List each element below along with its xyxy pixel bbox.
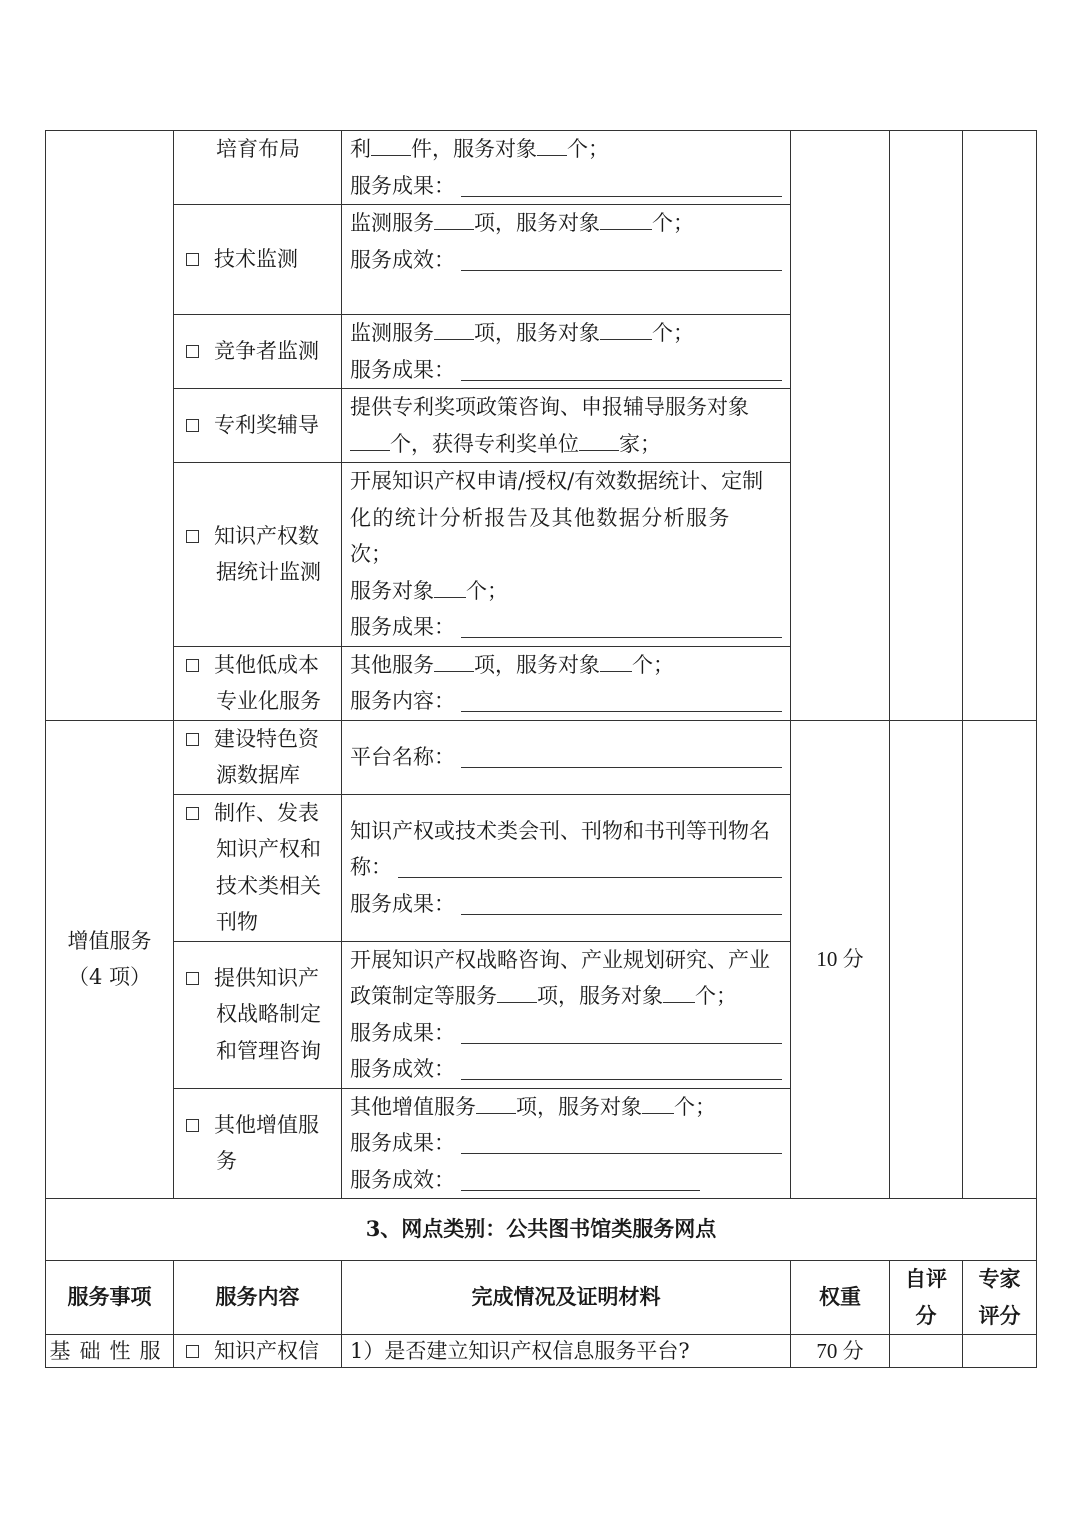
- evidence-cultivate: 利 件，服务对象 个； 服务成果：: [342, 131, 791, 205]
- fill-line[interactable]: [461, 380, 782, 381]
- checkbox[interactable]: [186, 419, 199, 432]
- checkbox[interactable]: [186, 253, 199, 266]
- self-score-value-added[interactable]: [890, 720, 963, 1199]
- expert-score-value-added[interactable]: [963, 720, 1037, 1199]
- weight-cell-continued: [791, 131, 890, 721]
- evaluation-table: [45, 130, 1037, 1368]
- evidence-strategy: 开展知识产权战略咨询、产业规划研究、产业 政策制定等服务 项，服务对象 个； 服务成果： 服务成效：: [342, 941, 791, 1088]
- header-service-item: 服务事项: [46, 1261, 174, 1335]
- evidence-feature-database: 平台名称：: [342, 720, 791, 794]
- checkbox[interactable]: [186, 530, 199, 543]
- fill-line[interactable]: [461, 914, 782, 915]
- checkbox[interactable]: [186, 733, 199, 746]
- header-expert-score: 专家 评分: [963, 1261, 1037, 1335]
- evidence-tech-monitor: 监测服务 项，服务对象 个； 服务成效：: [342, 205, 791, 315]
- checkbox[interactable]: [186, 972, 199, 985]
- row-ip-info[interactable]: 知识产权信: [174, 1335, 342, 1368]
- self-score-cell[interactable]: [890, 131, 963, 721]
- row-tech-monitor[interactable]: 技术监测: [174, 205, 342, 315]
- expert-score-basic[interactable]: [963, 1335, 1037, 1368]
- header-evidence: 完成情况及证明材料: [342, 1261, 791, 1335]
- fill-line[interactable]: [461, 711, 782, 712]
- evidence-ip-platform: 1）是否建立知识产权信息服务平台?: [342, 1335, 791, 1368]
- section3-title: 3、网点类别：公共图书馆类服务网点: [46, 1199, 1037, 1261]
- row-competitor[interactable]: 竞争者监测: [174, 315, 342, 389]
- weight-basic: 70 分: [791, 1335, 890, 1368]
- evidence-ip-stats: 开展知识产权申请/授权/有效数据统计、定制 化的统计分析报告及其他数据分析服务 次； 服务对象 个； 服务成果：: [342, 463, 791, 647]
- row-feature-database[interactable]: 建设特色资 源数据库: [174, 720, 342, 794]
- row-strategy[interactable]: 提供知识产 权战略制定 和管理咨询: [174, 941, 342, 1088]
- evidence-competitor: 监测服务 项，服务对象 个； 服务成果：: [342, 315, 791, 389]
- self-score-basic[interactable]: [890, 1335, 963, 1368]
- evidence-other-low-cost: 其他服务 项，服务对象 个； 服务内容：: [342, 646, 791, 720]
- fill-line[interactable]: [398, 877, 782, 878]
- evidence-patent-award: 提供专利奖项政策咨询、申报辅导服务对象 个，获得专利奖单位 家；: [342, 389, 791, 463]
- checkbox[interactable]: [186, 345, 199, 358]
- header-service-content: 服务内容: [174, 1261, 342, 1335]
- fill-line[interactable]: [461, 637, 782, 638]
- row-patent-award[interactable]: 专利奖辅导: [174, 389, 342, 463]
- checkbox[interactable]: [186, 659, 199, 672]
- evidence-other-value-added: 其他增值服务 项，服务对象 个； 服务成果： 服务成效：: [342, 1088, 791, 1199]
- fill-line[interactable]: [461, 196, 782, 197]
- fill-line[interactable]: [461, 767, 782, 768]
- category-value-added: 增值服务 （4 项）: [46, 720, 174, 1199]
- checkbox[interactable]: [186, 1345, 199, 1358]
- fill-line[interactable]: [461, 1043, 782, 1044]
- fill-line[interactable]: [461, 270, 782, 271]
- header-weight: 权重: [791, 1261, 890, 1335]
- weight-value-added: 10 分: [791, 720, 890, 1199]
- item-basic-service: 基础性服: [46, 1335, 174, 1368]
- evidence-publication: 知识产权或技术类会刊、刊物和书刊等刊物名 称： 服务成果：: [342, 794, 791, 941]
- category-cell-continued: [46, 131, 174, 721]
- row-other-low-cost[interactable]: 其他低成本 专业化服务: [174, 646, 342, 720]
- header-self-score: 自评 分: [890, 1261, 963, 1335]
- row-other-value-added[interactable]: 其他增值服 务: [174, 1088, 342, 1199]
- fill-line[interactable]: [461, 1190, 700, 1191]
- fill-line[interactable]: [461, 1079, 782, 1080]
- checkbox[interactable]: [186, 1119, 199, 1132]
- content-cultivate: 培育布局: [216, 137, 300, 161]
- expert-score-cell[interactable]: [963, 131, 1037, 721]
- row-ip-stats[interactable]: 知识产权数 据统计监测: [174, 463, 342, 647]
- fill-line[interactable]: [461, 1153, 782, 1154]
- row-publication[interactable]: 制作、发表 知识产权和 技术类相关 刊物: [174, 794, 342, 941]
- checkbox[interactable]: [186, 807, 199, 820]
